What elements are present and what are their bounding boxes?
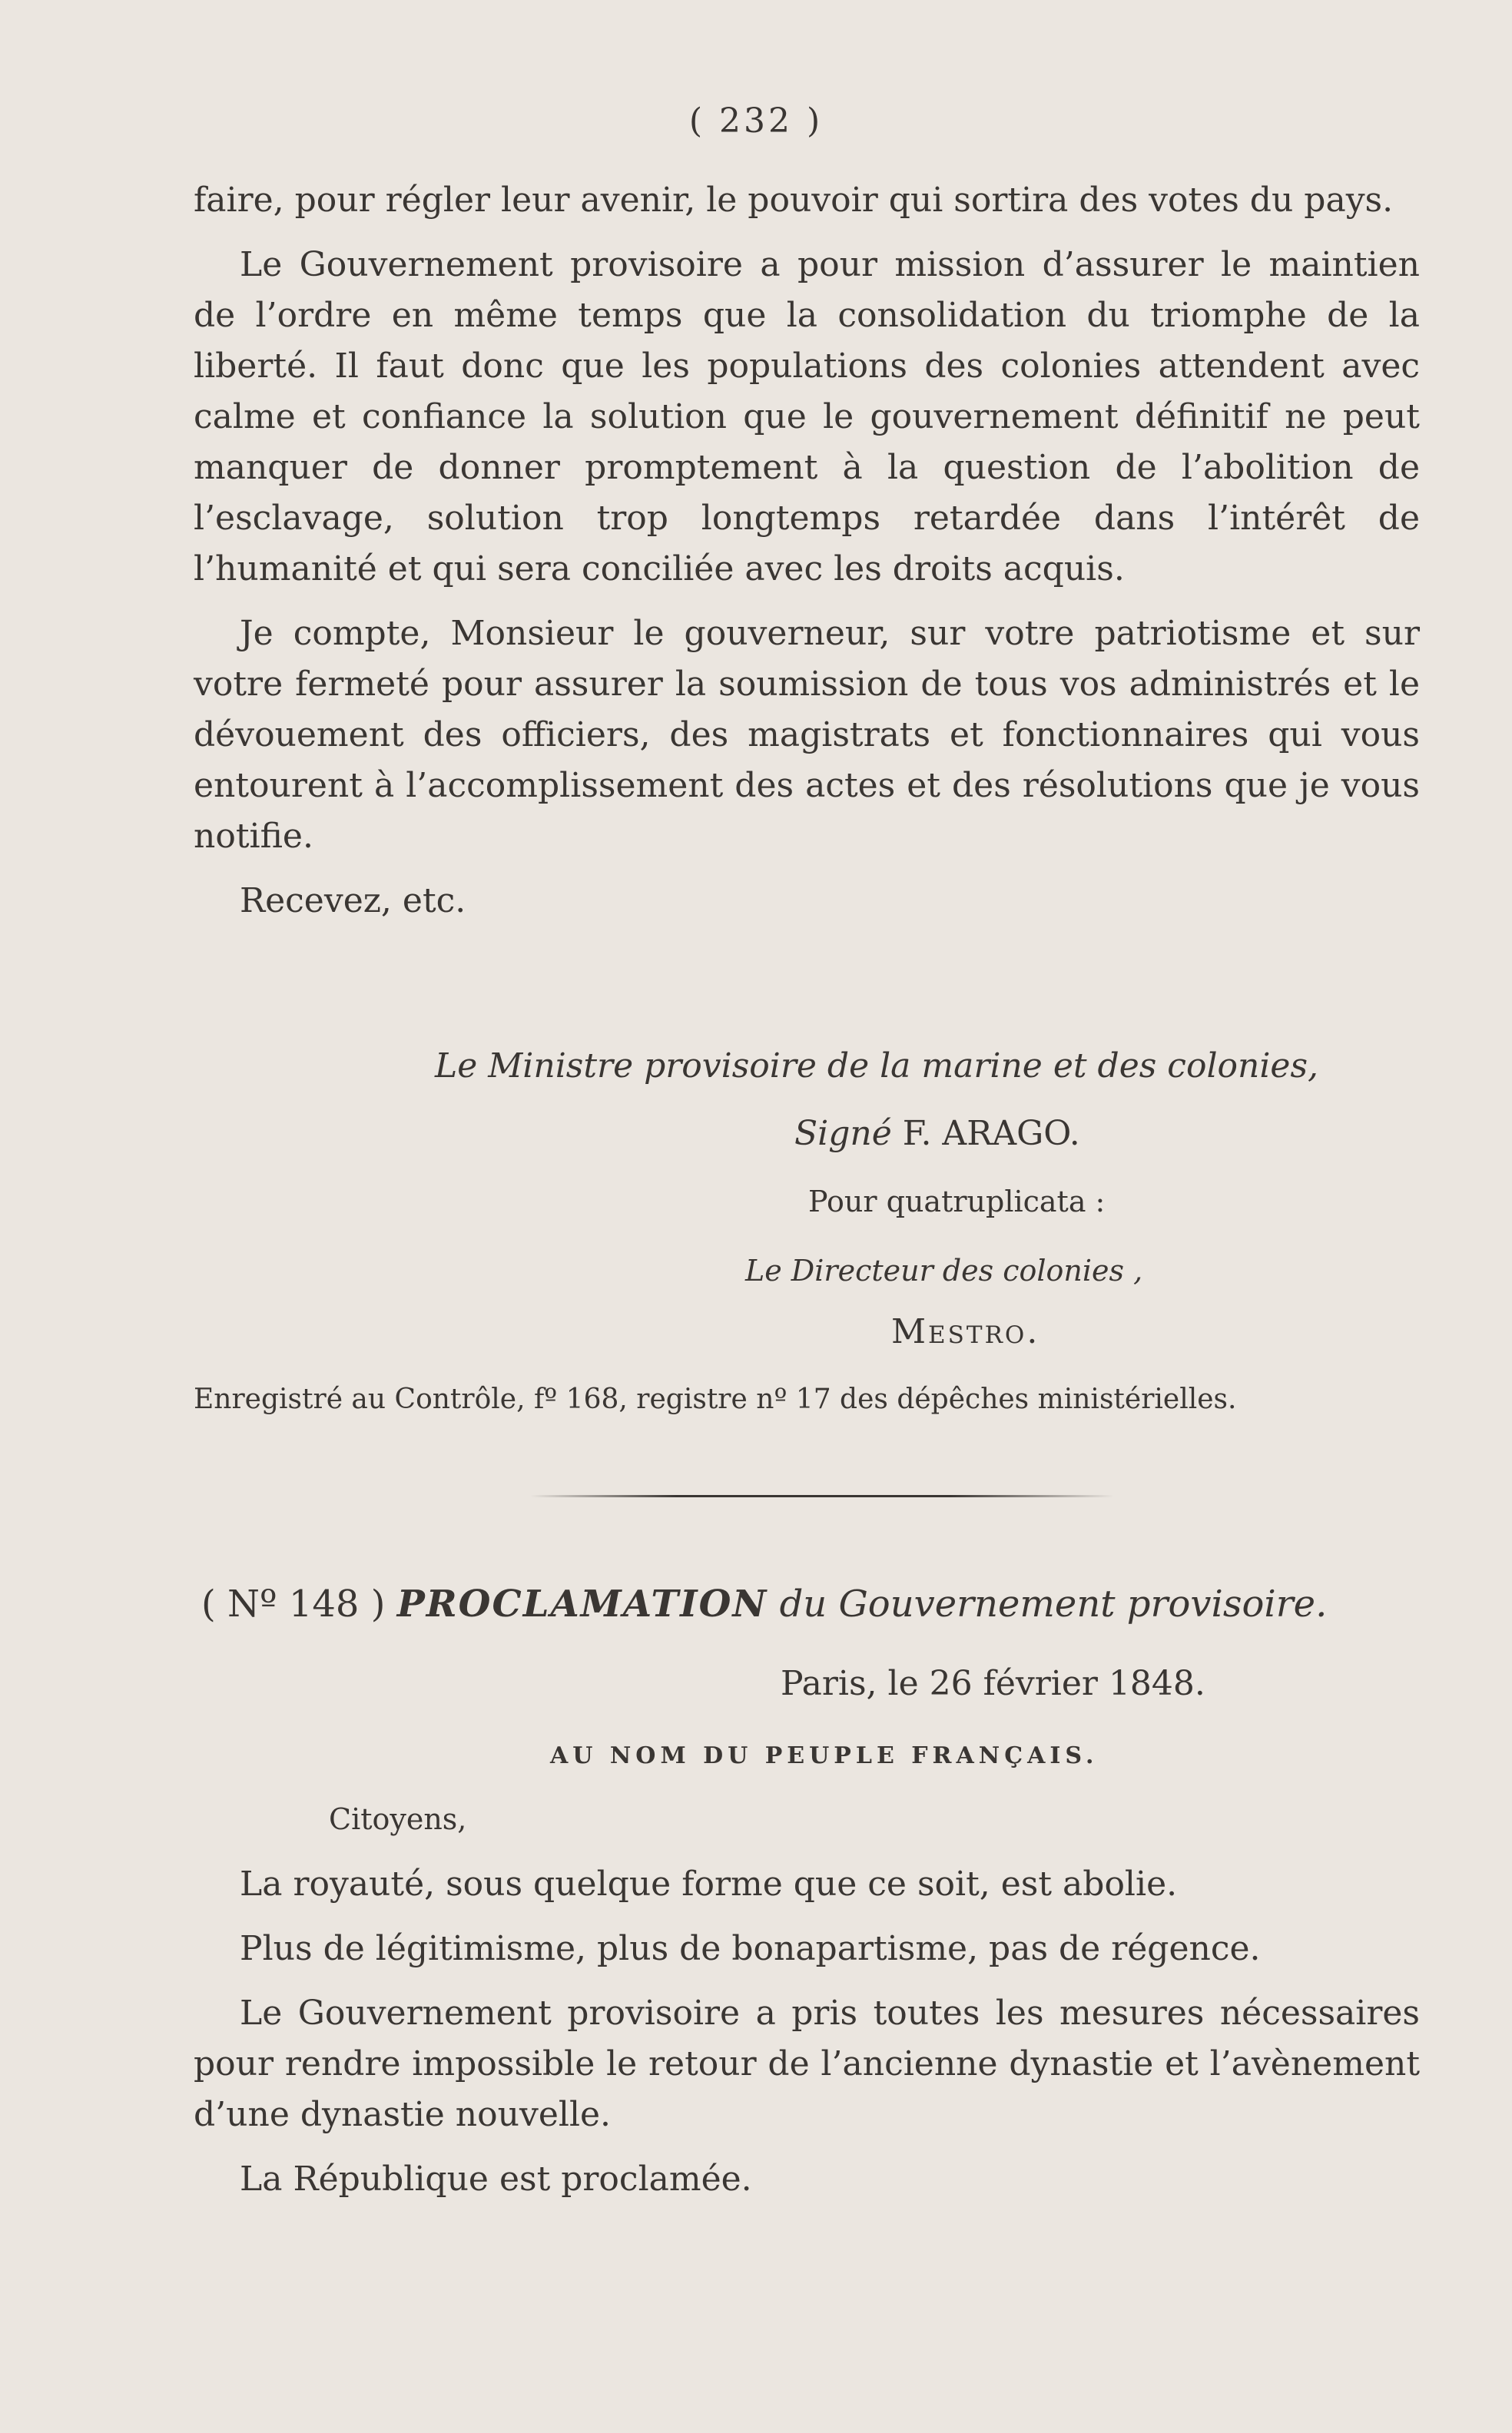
directeur-name: Mestro.	[891, 1312, 1040, 1351]
signe-word: Signé	[794, 1114, 892, 1153]
paragraph: Le Gouvernement provisoire a pour mission d’assurer le maintien de l’ordre en même temps que la consolidation du triomphe de la liberté. Il faut donc que les populations des colonies attendent avec calme et confiance la solution que le gouvernement définitif ne peut manquer de donner promptement à la question de l’abolition de l’esclavage, solution trop longtemps retardée dans l’intérêt de l’humanité et qui sera conciliée avec les droits acquis.	[194, 245, 1420, 588]
proclamation-heading	[201, 1581, 1327, 1627]
proclamation-line: Plus de légitimisme, plus de bonapartisme, pas de régence.	[240, 1929, 1261, 1968]
paragraph: Je compte, Monsieur le gouverneur, sur votre patriotisme et sur votre fermeté pour assurer la soumission de tous vos administrés et le dévouement des officiers, des magistrats et fonctionnaires qui vous entourent à l’accomplissement des actes et des résolutions que je vous notifie.	[194, 614, 1420, 856]
signed-line	[794, 1111, 1080, 1157]
page-number: ( 232 )	[688, 101, 824, 141]
minister-title: Le Ministre provisoire de la marine et des colonies,	[435, 1046, 1319, 1086]
paragraph: Recevez, etc.	[240, 881, 466, 920]
directeur-line: Le Directeur des colonies ,	[745, 1254, 1143, 1288]
paragraph: faire, pour régler leur avenir, le pouvoir qui sortira des votes du pays.	[194, 181, 1394, 220]
proclamation-body	[194, 1859, 1420, 2205]
proclamation-title-suffix: du Gouvernement provisoire.	[779, 1583, 1328, 1626]
proclamation-line: La royauté, sous quelque forme que ce soit, est abolie.	[240, 1865, 1178, 1904]
proclamation-title: PROCLAMATION	[396, 1583, 768, 1626]
signer-name: F. ARAGO.	[902, 1114, 1080, 1153]
decree-number: ( Nº 148 )	[201, 1583, 386, 1626]
section-divider	[530, 1495, 1114, 1497]
dateline: Paris, le 26 février 1848.	[781, 1664, 1205, 1703]
proclamation-line: Le Gouvernement provisoire a pris toutes les mesures nécessaires pour rendre impossible le retour de l’ancienne dynastie et l’avènement d’une dynastie nouvelle.	[194, 1994, 1420, 2134]
salutation: Citoyens,	[329, 1802, 467, 1836]
peuple-heading: AU NOM DU PEUPLE FRANÇAIS.	[550, 1742, 1099, 1769]
proclamation-line: La République est proclamée.	[240, 2160, 752, 2199]
registration-note: Enregistré au Contrôle, fº 168, registre nº 17 des dépêches ministérielles.	[194, 1384, 1237, 1415]
letter-body	[194, 175, 1420, 926]
pour-line: Pour quatruplicata :	[808, 1185, 1106, 1218]
